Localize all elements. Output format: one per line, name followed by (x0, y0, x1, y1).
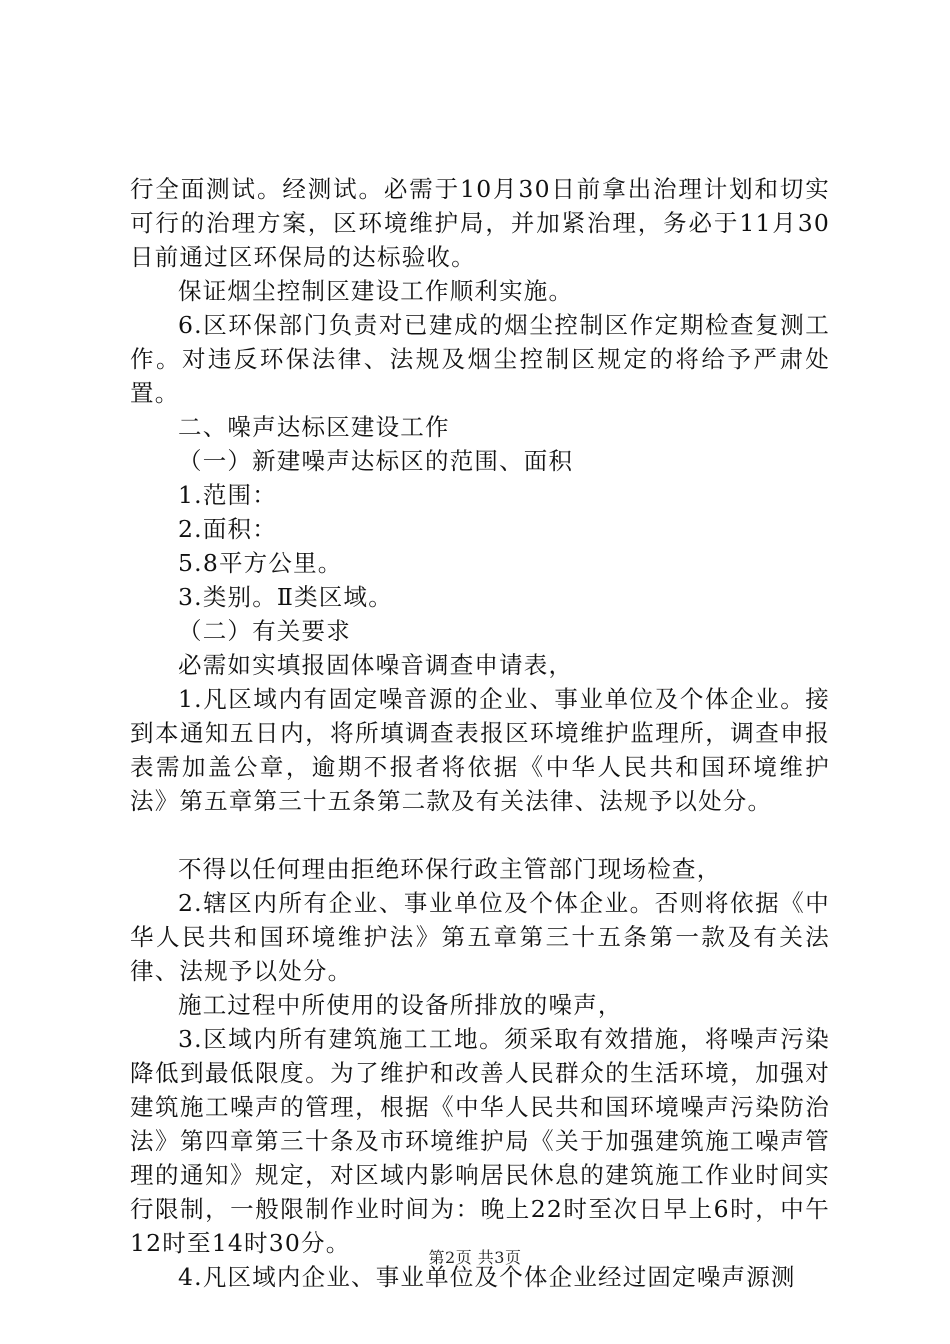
paragraph: 6.区环保部门负责对已建成的烟尘控制区作定期检查复测工作。对违反环保法律、法规及烟尘控制区规定的将给予严肃处置。 (130, 311, 830, 407)
list-item: 2.面积： (178, 515, 277, 543)
paragraph: 4.凡区域内企业、事业单位及个体企业经过固定噪声源测 (178, 1263, 796, 1291)
page-number-footer: 第2页 共3页 (428, 1248, 522, 1267)
subsection-heading: （二）有关要求 (178, 617, 351, 645)
paragraph: 施工过程中所使用的设备所排放的噪声， (178, 991, 623, 1019)
paragraph: 3.区域内所有建筑施工工地。须采取有效措施，将噪声污染降低到最低限度。为了维护和改善人民群众的生活环境，加强对建筑施工噪声的管理，根据《中华人民共和国环境噪声污染防治法》第四章第三十条及市环境维护局《关于加强建筑施工噪声管理的通知》规定，对区域内影响居民休息的建筑施工作业时间实行限制，一般限制作业时间为：晚上22时至次日早上6时，中午12时至14时30分。 (130, 1025, 830, 1257)
list-item: 1.范围： (178, 481, 277, 509)
paragraph: 必需如实填报固体噪音调查申请表， (178, 651, 574, 679)
paragraph: 2.辖区内所有企业、事业单位及个体企业。否则将依据《中华人民共和国环境维护法》第五章第三十五条第一款及有关法律、法规予以处分。 (130, 889, 830, 985)
paragraph: 保证烟尘控制区建设工作顺利实施。 (178, 277, 574, 305)
paragraph-continuation: 行全面测试。经测试。必需于10月30日前拿出治理计划和切实可行的治理方案，区环境维护局，并加紧治理，务必于11月30日前通过区环保局的达标验收。 (130, 175, 830, 271)
document-body (130, 172, 830, 1294)
paragraph: 1.凡区域内有固定噪音源的企业、事业单位及个体企业。接到本通知五日内，将所填调查表报区环境维护监理所，调查申报表需加盖公章，逾期不报者将依据《中华人民共和国环境维护法》第五章第三十五条第二款及有关法律、法规予以处分。 (130, 685, 830, 815)
list-item: 5.8平方公里。 (178, 549, 343, 577)
list-item: 3.类别。Ⅱ类区域。 (178, 583, 393, 611)
paragraph: 不得以任何理由拒绝环保行政主管部门现场检查， (178, 855, 722, 883)
section-heading: 二、噪声达标区建设工作 (178, 413, 450, 441)
subsection-heading: （一）新建噪声达标区的范围、面积 (178, 447, 574, 475)
